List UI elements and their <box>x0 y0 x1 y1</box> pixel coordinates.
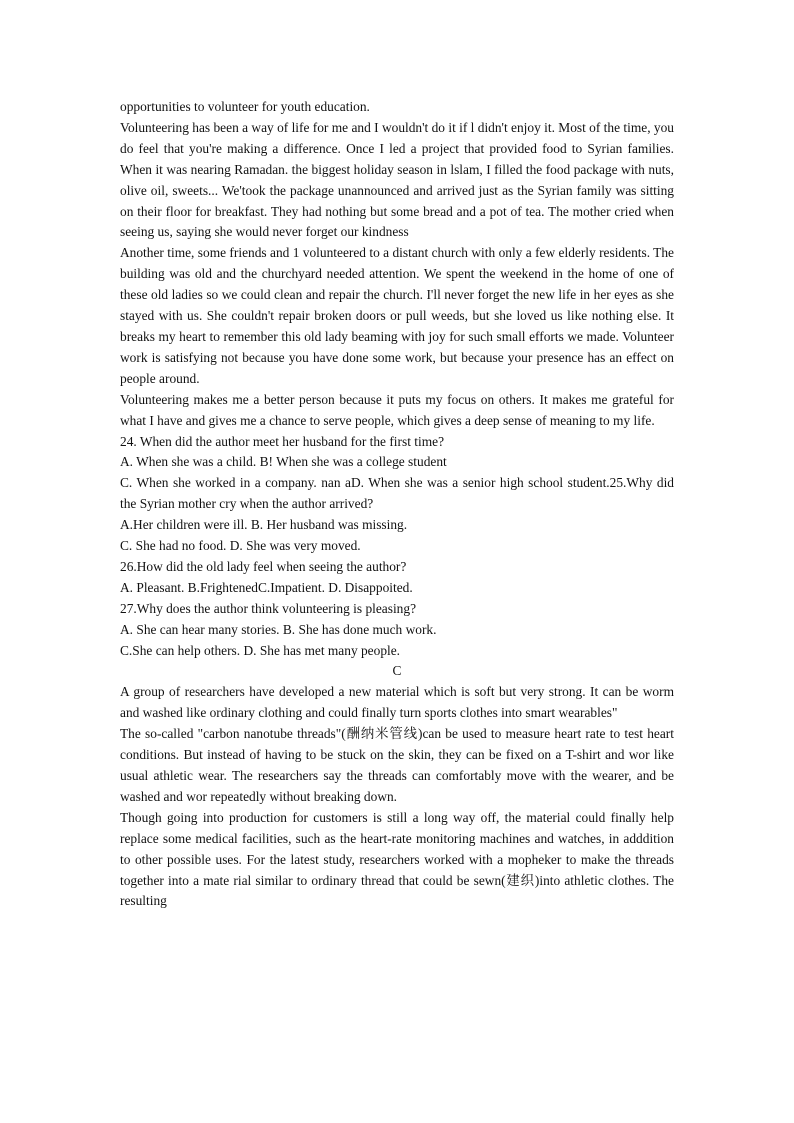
question-27-options-cd: C.She can help others. D. She has met many people. <box>120 642 401 658</box>
passage-b-fragment: opportunities to volunteer for youth education. <box>120 99 370 114</box>
document-page <box>120 97 674 912</box>
question-27-options-ab: A. She can hear many stories. B. She has done much work. <box>120 621 437 637</box>
passage-b-paragraph-2: Another time, some friends and 1 volunteered to a distant church with only a few elderly residents. The building was old and the churchyard needed attention. We spent the weekend in the home of one of these old ladies so we could clean and repair the church. I'll never forget the new life in her eyes as she stayed with us. She couldn't repair broken doors or pull weeds, but she loved us like nothing else. It breaks my heart to remember this old lady beaming with joy for such small efforts we made. Volunteer work is satisfying not because you have done some work, but because your presence has an effect on people around. <box>120 245 674 386</box>
passage-b-paragraph-1: Volunteering has been a way of life for me and I wouldn't do it if l didn't enjoy it. Most of the time, you do feel that you're making a difference. Once I led a project that provided food to Syrian families. When it was nearing Ramadan. the biggest holiday season in lslam, I filled the food package with nuts, olive oil, sweets... We'took the package unannounced and arrived just as the Syrian family was sitting on their floor for breakfast. They had nothing but some bread and a pot of tea. The mother cried when seeing us, saying she would never forget our kindness <box>120 119 674 240</box>
question-26-options: A. Pleasant. B.FrightenedC.Impatient. D. Disappoited. <box>120 579 413 595</box>
question-27: 27.Why does the author think volunteering is pleasing? <box>120 600 417 616</box>
question-25-options-cd: C. She had no food. D. She was very moved. <box>120 538 361 554</box>
passage-c-paragraph-1: A group of researchers have developed a new material which is soft but very strong. It can be worm and washed like ordinary clothing and could finally turn sports clothes into smart wearables" <box>120 684 674 721</box>
question-25-options-ab: A.Her children were ill. B. Her husband was missing. <box>120 517 408 533</box>
question-24-options-ab: A. When she was a child. B! When she was a college student <box>120 454 447 470</box>
passage-b-paragraph-3: Volunteering makes me a better person because it puts my focus on others. It makes me grateful for what I have and gives me a chance to serve people, which gives a deep sense of meaning to my life. <box>120 391 674 428</box>
question-26: 26.How did the old lady feel when seeing the author? <box>120 558 407 574</box>
question-24-options-cd-and-question-25: C. When she worked in a company. nan aD. When she was a senior high school student.25.Why did the Syrian mother cry when the author arrived? <box>120 475 674 512</box>
section-c-heading: C <box>392 663 402 679</box>
question-24: 24. When did the author meet her husband for the first time? <box>120 433 445 449</box>
passage-c-paragraph-2: The so-called "carbon nanotube threads"(酬纳米管线)can be used to measure heart rate to test heart conditions. But instead of having to be stuck on the skin, they can be fixed on a T-shirt and wor like usual athletic wear. The researchers say the threads can comfortably move with the wearer, and be washed and wor repeatedly without breaking down. <box>120 726 674 804</box>
passage-c-paragraph-3: Though going into production for customers is still a long way off, the material could finally help replace some medical facilities, such as the heart-rate monitoring machines and watches, in adddition to other possible uses. For the latest study, researchers worked with a mopheker to make the threads together into a mate rial similar to ordinary thread that could be sewn(建织)into athletic clothes. The resulting <box>120 809 674 909</box>
